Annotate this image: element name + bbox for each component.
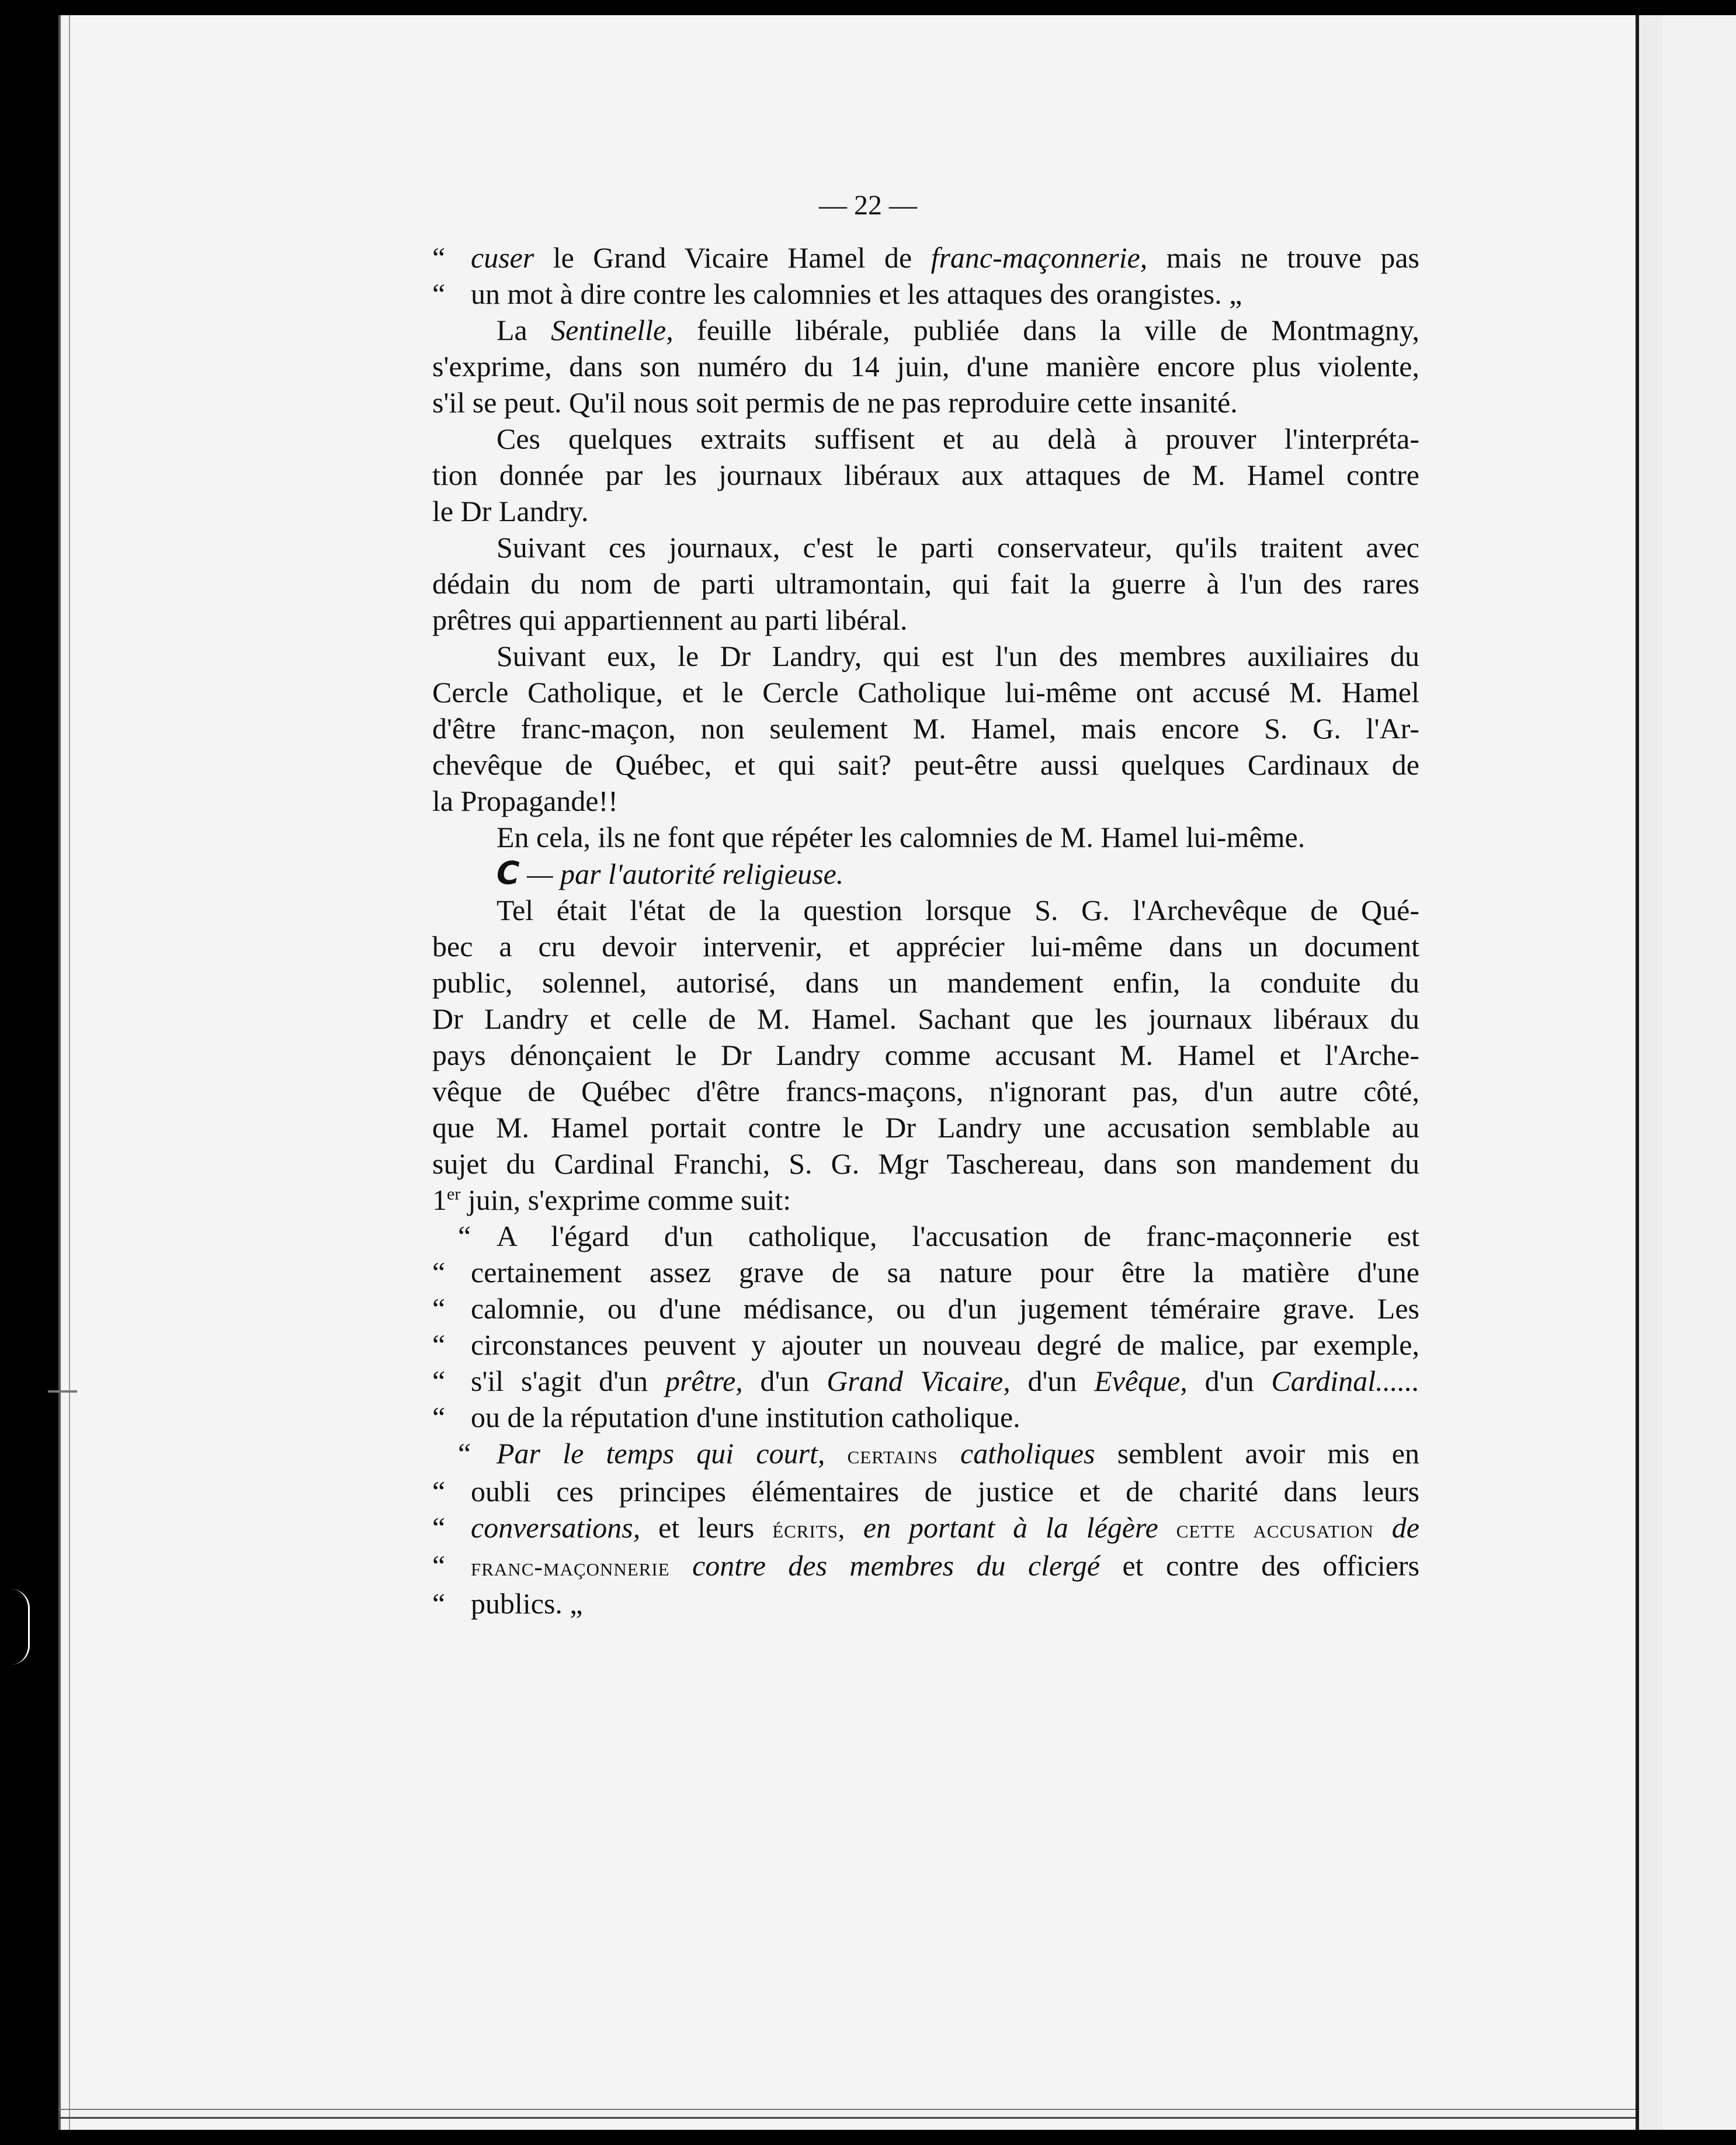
text-line: La Sentinelle, feuille libérale, publiée dans la ville de Montmagny, [497, 314, 1420, 346]
text-line: Suivant eux, le Dr Landry, qui est l'un des membres auxiliaires du [497, 640, 1419, 672]
text-line: Dr Landry et celle de M. Hamel. Sachant que les journaux libéraux du [432, 1002, 1419, 1035]
text-line: “ un mot à dire contre les calomnies et les attaques des orangistes. „ [432, 277, 1242, 310]
text-line: Suivant ces journaux, c'est le parti conservateur, qu'ils traitent avec [497, 531, 1419, 564]
quote-line: “ ou de la réputation d'une institution catholique. [432, 1401, 1020, 1434]
binding-gutter [1636, 15, 1662, 2130]
text-line: bec a cru devoir intervenir, et apprécier lui-même dans un document [432, 930, 1419, 963]
text-line: Tel était l'état de la question lorsque S. G. l'Archevêque de Qué- [497, 894, 1419, 926]
text-line: prêtres qui appartiennent au parti libéral. [432, 603, 908, 636]
quote-line: “ conversations, et leurs écrits, en portant à la légère cette accusation de [432, 1511, 1419, 1544]
quote-line: “ publics. „ [432, 1587, 583, 1620]
text-line: le Dr Landry. [432, 495, 589, 527]
text-line: sujet du Cardinal Franchi, S. G. Mgr Taschereau, dans son mandement du [432, 1147, 1419, 1180]
text-line: s'exprime, dans son numéro du 14 juin, d'une manière encore plus violente, [432, 350, 1419, 383]
text-line: Cercle Catholique, et le Cercle Catholique lui-même ont accusé M. Hamel [432, 676, 1419, 709]
text-line: pays dénonçaient le Dr Landry comme accusant M. Hamel et l'Arche- [432, 1039, 1419, 1071]
quote-line: “ franc-maçonnerie contre des membres du clergé et contre des officiers [432, 1549, 1420, 1582]
text-line: tion donnée par les journaux libéraux aux attaques de M. Hamel contre [432, 459, 1419, 491]
facing-page-edge [1662, 15, 1736, 2130]
text-line: En cela, ils ne font que répéter les calomnies de M. Hamel lui-même. [497, 821, 1306, 853]
text-line: s'il se peut. Qu'il nous soit permis de ne pas reproduire cette insanité. [432, 386, 1238, 419]
text-line: 1er juin, s'exprime comme suit: [432, 1183, 791, 1216]
quote-line: “ s'il s'agit d'un prêtre, d'un Grand Vicaire, d'un Evêque, d'un Cardinal...... [432, 1365, 1420, 1397]
text-line: vêque de Québec d'être francs-maçons, n'ignorant pas, d'un autre côté, [432, 1075, 1419, 1108]
quote-line: “ circonstances peuvent y ajouter un nouveau degré de malice, par exemple, [432, 1328, 1419, 1361]
text-line: public, solennel, autorisé, dans un mandement enfin, la conduite du [432, 966, 1419, 999]
quote-line: “ oubli ces principes élémentaires de justice et de charité dans leurs [432, 1475, 1419, 1508]
scan-artifact-bracket [11, 1589, 30, 1665]
text-line: Ces quelques extraits suffisent et au delà à prouver l'interpréta- [497, 422, 1419, 455]
quote-line: “ Par le temps qui court, certains catholiques semblent avoir mis en [458, 1437, 1419, 1470]
quote-line: “ calomnie, ou d'une médisance, ou d'un jugement téméraire grave. Les [432, 1292, 1419, 1325]
text-line: d'être franc-maçon, non seulement M. Hamel, mais encore S. G. l'Ar- [432, 712, 1419, 745]
page-edge-bottom [58, 2109, 1636, 2119]
text-line: la Propagande!! [432, 785, 618, 817]
body-text [432, 240, 1419, 1622]
text-line: que M. Hamel portait contre le Dr Landry une accusation semblable au [432, 1111, 1419, 1144]
text-line: dédain du nom de parti ultramontain, qui fait la guerre à l'un des rares [432, 567, 1419, 600]
text-line: “ cuser le Grand Vicaire Hamel de franc-maçonnerie, mais ne trouve pas [432, 241, 1419, 274]
quote-line: “ certainement assez grave de sa nature pour être la matière d'une [432, 1256, 1419, 1289]
text-line: chevêque de Québec, et qui sait? peut-être aussi quelques Cardinaux de [432, 748, 1419, 781]
section-subheading: C — par l'autorité religieuse. [497, 855, 844, 891]
scan-artifact-tick [48, 1390, 77, 1393]
quote-line: “ A l'égard d'un catholique, l'accusation de franc-maçonnerie est [458, 1220, 1419, 1252]
page-number: — 22 — [819, 190, 917, 221]
page-edge-left [58, 15, 70, 2130]
